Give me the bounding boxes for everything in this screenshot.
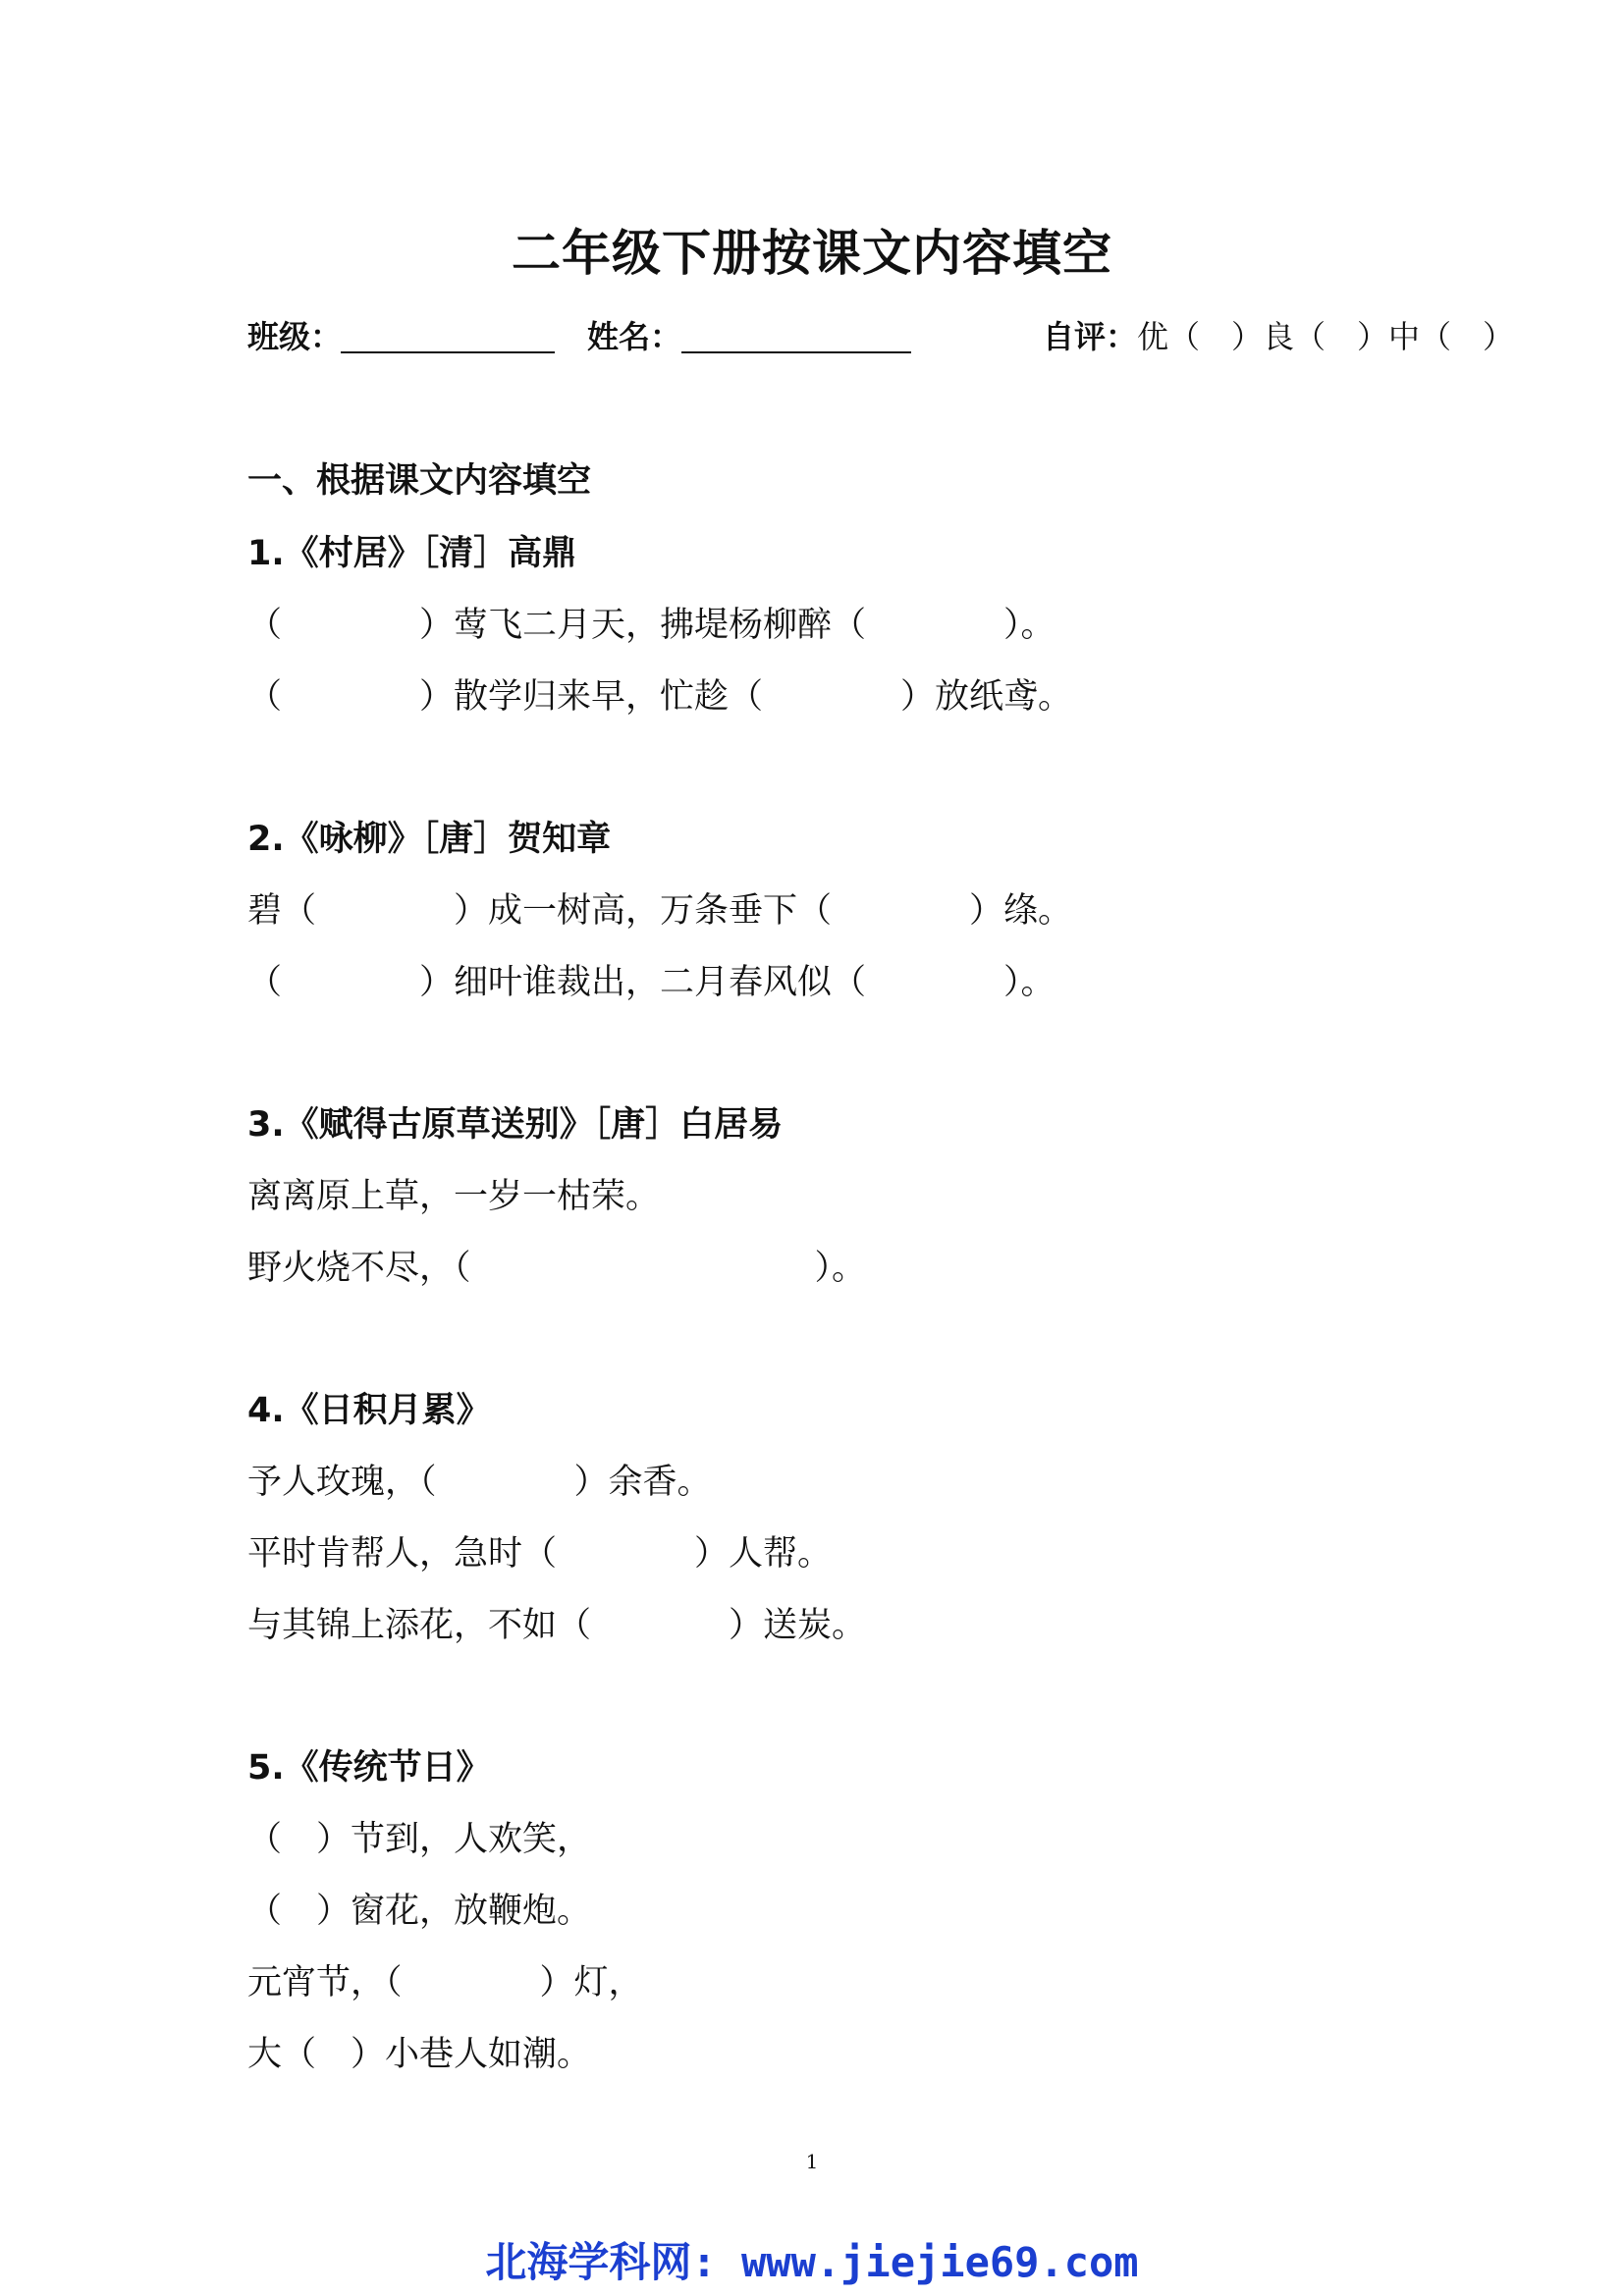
fill-line[interactable]: 大（ ）小巷人如潮。 <box>247 2035 592 2074</box>
fill-line[interactable]: （ ）莺飞二月天，拂堤杨柳醉（ ）。 <box>247 606 1056 645</box>
fill-line[interactable]: 野火烧不尽，（ ）。 <box>247 1249 867 1288</box>
section-heading: 一、根据课文内容填空 <box>247 461 592 501</box>
fill-line[interactable]: （ ）散学归来早，忙趁（ ）放纸鸢。 <box>247 677 1073 717</box>
item-heading: 3.《赋得古原草送别》［唐］白居易 <box>247 1105 784 1145</box>
item-heading: 4.《日积月累》 <box>247 1391 491 1430</box>
text-line: 离离原上草，一岁一枯荣。 <box>247 1177 661 1216</box>
name-label: 姓名： <box>587 318 682 355</box>
name-blank[interactable] <box>681 351 911 353</box>
fill-line[interactable]: 与其锦上添花，不如（ ）送炭。 <box>247 1606 867 1645</box>
fill-line[interactable]: 平时肯帮人，急时（ ）人帮。 <box>247 1534 833 1574</box>
fill-line[interactable]: 碧（ ）成一树高，万条垂下（ ）绦。 <box>247 891 1073 931</box>
page-number: 1 <box>805 2150 819 2173</box>
fill-line[interactable]: （ ）节到，人欢笑， <box>247 1820 592 1859</box>
rating-label: 自评： <box>1043 318 1138 355</box>
page-title: 二年级下册按课文内容填空 <box>512 225 1112 282</box>
fill-line[interactable]: 元宵节，（ ）灯， <box>247 1963 643 2002</box>
student-info-row <box>0 312 1624 361</box>
fill-line[interactable]: （ ）细叶谁裁出，二月春风似（ ）。 <box>247 963 1056 1002</box>
item-heading: 5.《传统节日》 <box>247 1748 491 1788</box>
self-rating <box>1043 312 1514 357</box>
rating-options: 优（ ）良（ ）中（ ） <box>1137 318 1515 355</box>
class-label: 班级： <box>247 318 343 355</box>
fill-line[interactable]: （ ）窗花，放鞭炮。 <box>247 1892 592 1931</box>
item-heading: 2.《咏柳》［唐］贺知章 <box>247 820 612 859</box>
fill-line[interactable]: 予人玫瑰，（ ）余香。 <box>247 1463 712 1502</box>
footer-watermark: 北海学科网: www.jiejie69.com <box>485 2238 1139 2286</box>
class-blank[interactable] <box>341 351 555 353</box>
item-heading: 1.《村居》［清］高鼎 <box>247 534 577 573</box>
